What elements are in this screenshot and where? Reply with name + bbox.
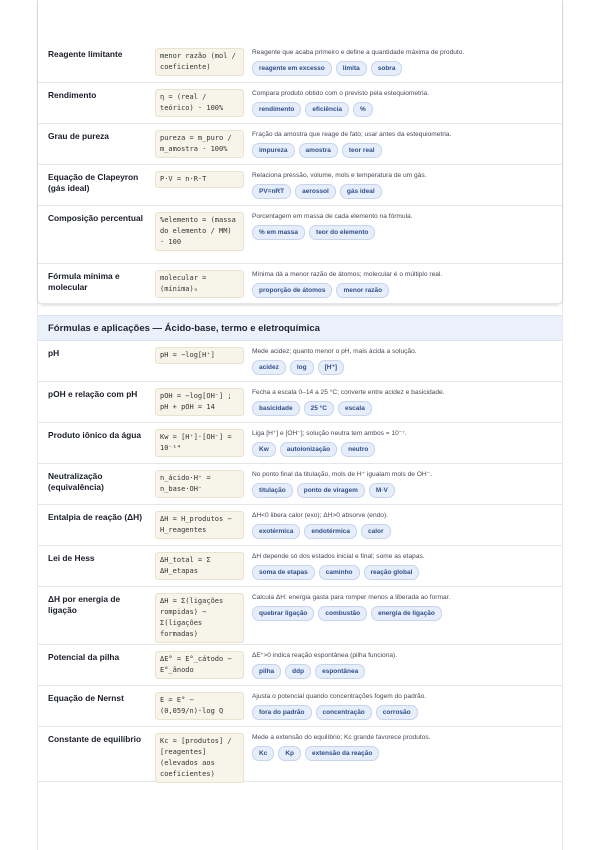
row-description: Mínima dá a menor razão de átomos; molecular é o múltiplo real. — [252, 271, 443, 278]
tag-chip[interactable]: log — [290, 360, 314, 375]
table-row — [38, 686, 562, 727]
table-row — [38, 587, 562, 645]
tag-list — [252, 360, 344, 375]
tag-chip[interactable]: Kw — [252, 442, 276, 457]
tag-chip[interactable]: pilha — [252, 664, 281, 679]
tag-chip[interactable]: exotérmica — [252, 524, 300, 539]
tag-list — [252, 225, 375, 240]
tag-list — [252, 664, 365, 679]
row-formula: ΔH_total = Σ ΔH_etapas — [155, 552, 244, 580]
row-description: ΔH depende só dos estados inicial e final; some as etapas. — [252, 553, 425, 560]
table-row — [38, 423, 562, 464]
tag-chip[interactable]: escala — [338, 401, 372, 416]
tag-chip[interactable]: caminho — [319, 565, 360, 580]
tag-chip[interactable]: reagente em excesso — [252, 61, 332, 76]
row-formula: n_ácido·H⁺ = n_base·OH⁻ — [155, 470, 244, 498]
formula-card-stoichiometry — [38, 0, 562, 304]
tag-chip[interactable]: espontânea — [315, 664, 365, 679]
tag-chip[interactable]: eficiência — [305, 102, 349, 117]
tag-chip[interactable]: concentração — [316, 705, 372, 720]
row-formula: pureza = m_puro / m_amostra · 100% — [155, 130, 244, 158]
tag-chip[interactable]: acidez — [252, 360, 286, 375]
tag-list — [252, 401, 372, 416]
tag-list — [252, 283, 389, 298]
row-formula: %elemento = (massa do elemento / MM) · 100 — [155, 212, 244, 251]
tag-chip[interactable]: titulação — [252, 483, 293, 498]
row-description: Compara produto obtido com o previsto pela estequiometria. — [252, 90, 430, 97]
tag-chip[interactable]: rendimento — [252, 102, 301, 117]
row-term: Produto iônico da água — [48, 430, 142, 440]
row-term: ΔH por energia de ligação — [48, 594, 121, 615]
row-description: Mede acidez; quanto menor o pH, mais ácida a solução. — [252, 348, 417, 355]
tag-chip[interactable]: [H⁺] — [318, 360, 344, 375]
tag-chip[interactable]: limita — [336, 61, 367, 76]
table-row — [38, 83, 562, 124]
tag-chip[interactable]: ddp — [285, 664, 311, 679]
table-row — [38, 505, 562, 546]
tag-list — [252, 184, 382, 199]
row-term: Composição percentual — [48, 213, 143, 223]
row-formula: menor razão (mol / coeficiente) — [155, 48, 244, 76]
tag-chip[interactable]: neutro — [341, 442, 375, 457]
tag-chip[interactable]: Kp — [278, 746, 301, 761]
tag-chip[interactable]: basicidade — [252, 401, 300, 416]
table-row — [38, 645, 562, 686]
row-description: No ponto final da titulação, mols de H⁺ igualam mols de OH⁻. — [252, 471, 432, 478]
tag-chip[interactable]: % em massa — [252, 225, 305, 240]
row-formula: ΔH = H_produtos − H_reagentes — [155, 511, 244, 539]
formula-card-acid-base — [38, 315, 562, 850]
table-row — [38, 727, 562, 782]
tag-list — [252, 565, 419, 580]
tag-chip[interactable]: endotérmica — [304, 524, 357, 539]
tag-chip[interactable]: autoionização — [280, 442, 337, 457]
row-term: Equação de Nernst — [48, 693, 124, 703]
row-formula: ΔH = Σ(ligações rompidas) − Σ(ligações formadas) — [155, 593, 244, 643]
row-formula: molecular = (mínima)ₙ — [155, 270, 244, 298]
row-term: Lei de Hess — [48, 553, 95, 563]
table-row — [38, 124, 562, 165]
tag-chip[interactable]: amostra — [299, 143, 338, 158]
row-description: Relaciona pressão, volume, mols e temperatura de um gás. — [252, 172, 427, 179]
table-row — [38, 42, 562, 83]
row-term: Reagente limitante — [48, 49, 123, 59]
row-term: Constante de equilíbrio — [48, 734, 142, 744]
tag-chip[interactable]: energia de ligação — [371, 606, 442, 621]
tag-chip[interactable]: aerossol — [295, 184, 336, 199]
tag-chip[interactable]: 25 °C — [304, 401, 334, 416]
table-row — [38, 165, 562, 206]
tag-chip[interactable]: reação global — [364, 565, 420, 580]
row-term: Entalpia de reação (ΔH) — [48, 512, 142, 522]
tag-list — [252, 606, 442, 621]
tag-list — [252, 746, 379, 761]
tag-chip[interactable]: M·V — [369, 483, 395, 498]
row-description: Reagente que acaba primeiro e define a quantidade máxima de produto. — [252, 49, 465, 56]
row-term: pOH e relação com pH — [48, 389, 138, 399]
row-term: Rendimento — [48, 90, 97, 100]
tag-list — [252, 102, 373, 117]
row-description: Fecha a escala 0–14 a 25 °C; converte entre acidez e basicidade. — [252, 389, 445, 396]
tag-list — [252, 442, 375, 457]
tag-chip[interactable]: % — [353, 102, 373, 117]
table-row — [38, 464, 562, 505]
page — [37, 0, 563, 850]
tag-chip[interactable]: ponto de viragem — [297, 483, 365, 498]
tag-list — [252, 143, 382, 158]
row-formula: pOH = −log[OH⁻] ; pH + pOH = 14 — [155, 388, 244, 416]
row-formula: pH = −log[H⁺] — [155, 347, 244, 364]
tag-chip[interactable]: sobra — [371, 61, 403, 76]
tag-chip[interactable]: quebrar ligação — [252, 606, 314, 621]
table-row — [38, 206, 562, 264]
tag-chip[interactable]: Kc — [252, 746, 274, 761]
row-formula: ΔE° = E°_cátodo − E°_ânodo — [155, 651, 244, 679]
table-row — [38, 264, 562, 304]
tag-chip[interactable]: menor razão — [336, 283, 389, 298]
table-row — [38, 341, 562, 382]
row-formula: E = E° − (0,059/n)·log Q — [155, 692, 244, 720]
row-description: Calcula ΔH: energia gasta para romper menos a liberada ao formar. — [252, 594, 451, 601]
table-row — [38, 546, 562, 587]
row-formula: Kc = [produtos] / [reagentes] (elevados aos coeficientes) — [155, 733, 244, 783]
tag-chip[interactable]: proporção de átomos — [252, 283, 332, 298]
tag-chip[interactable]: corrosão — [376, 705, 418, 720]
row-description: Porcentagem em massa de cada elemento na fórmula. — [252, 213, 413, 220]
row-formula: P·V = n·R·T — [155, 171, 244, 188]
tag-chip[interactable]: impureza — [252, 143, 295, 158]
tag-chip[interactable]: calor — [361, 524, 391, 539]
row-term: pH — [48, 348, 60, 358]
tag-chip[interactable]: gás ideal — [340, 184, 382, 199]
tag-chip[interactable]: extensão da reação — [305, 746, 379, 761]
tag-chip[interactable]: combustão — [318, 606, 367, 621]
table-row — [38, 382, 562, 423]
row-term: Potencial da pilha — [48, 652, 120, 662]
tag-list — [252, 705, 418, 720]
tag-chip[interactable]: fora do padrão — [252, 705, 312, 720]
tag-list — [252, 61, 402, 76]
tag-chip[interactable]: PV=nRT — [252, 184, 291, 199]
row-description: Ajusta o potencial quando concentrações fogem do padrão. — [252, 693, 427, 700]
row-description: ΔE°>0 indica reação espontânea (pilha funciona). — [252, 652, 398, 659]
row-formula: η = (real / teórico) · 100% — [155, 89, 244, 117]
tag-list — [252, 524, 391, 539]
row-term: Fórmula mínima e molecular — [48, 271, 120, 292]
row-term: Neutralização (equivalência) — [48, 471, 104, 492]
row-term: Grau de pureza — [48, 131, 109, 141]
tag-chip[interactable]: teor do elemento — [309, 225, 375, 240]
section-title: Fórmulas e aplicações — Ácido-base, termo e eletroquímica — [38, 315, 562, 341]
row-description: ΔH<0 libera calor (exo); ΔH>0 absorve (endo). — [252, 512, 388, 519]
row-description: Liga [H⁺] e [OH⁻]; solução neutra tem ambos = 10⁻⁷. — [252, 430, 407, 437]
row-formula: Kw = [H⁺]·[OH⁻] = 10⁻¹⁴ — [155, 429, 244, 457]
tag-chip[interactable]: teor real — [342, 143, 382, 158]
row-description: Fração da amostra que reage de fato; usar antes da estequiometria. — [252, 131, 452, 138]
tag-list — [252, 483, 395, 498]
row-description: Mede a extensão do equilíbrio; Kc grande favorece produtos. — [252, 734, 431, 741]
tag-chip[interactable]: soma de etapas — [252, 565, 315, 580]
row-term: Equação de Clapeyron (gás ideal) — [48, 172, 139, 193]
